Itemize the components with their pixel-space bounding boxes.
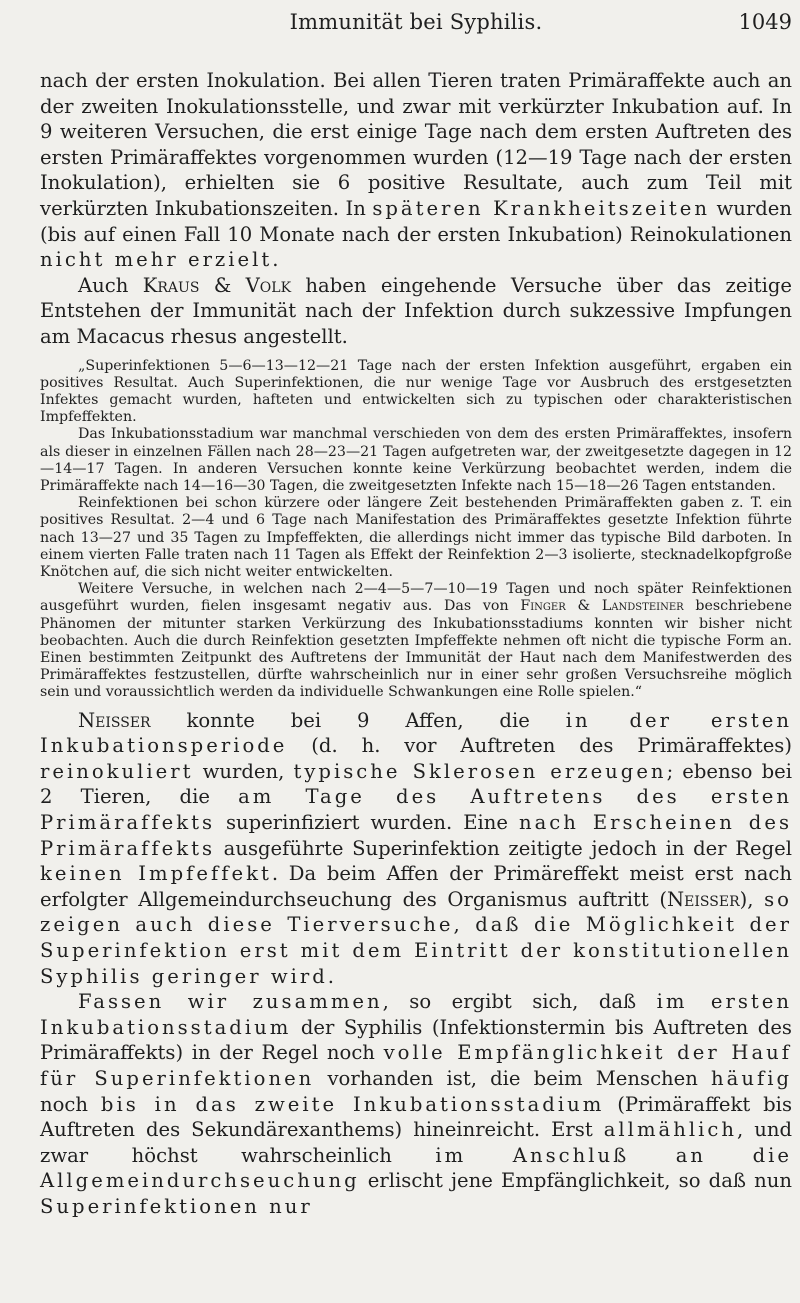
spaced-emphasis: Fassen wir zusammen: [78, 990, 383, 1014]
quote-paragraph-3: Reinfektionen bei schon kürzere oder längere Zeit bestehenden Primäraffekten gaben z. T. ein positives Resultat. 2—4 und 6 Tage nach Manifestation des Primäraffektes gesetzte Infektion führte nach 13—27 und 35 Tagen zu Impfeffekten, die allerdings nicht immer das typische Bild darboten. In einem vierten Falle traten nach 11 Tagen als Effekt der Reinfektion 2—3 isolierte, stecknadelkopfgroße Knötchen auf, die sich nicht weiter entwickelten.: [40, 495, 792, 580]
quote-paragraph-2: Das Inkubationsstadium war manchmal verschieden von dem des ersten Primäraffektes, insofern als dieser in einzelnen Fällen nach 28—23—21 Tagen aufgetreten war, der zweitgesetzte dagegen in 12—14—17 Tagen. In anderen Versuchen konnte keine Verkürzung beobachtet werden, indem die Primäraffekte nach 14—16—30 Tagen, die zweitgesetzten Infekte nach 15—18—26 Tagen entstanden.: [40, 426, 792, 494]
spaced-emphasis: so zeigen auch diese Tierversuche, daß die Möglichkeit der Superinfektion erst mit dem Eintritt der konstitutionellen Syphilis geringer wird.: [40, 887, 792, 988]
spaced-emphasis: häufig: [711, 1066, 793, 1090]
spaced-emphasis: nicht mehr erzielt.: [40, 248, 282, 272]
author-name: Landsteiner: [601, 598, 684, 615]
author-name: Kraus: [142, 273, 200, 297]
spaced-emphasis: am Tage des Auftretens des ersten Primäraffekts: [40, 785, 793, 834]
author-name: Neisser: [78, 708, 151, 732]
spaced-emphasis: in der ersten Inkubationsperiode: [40, 708, 792, 758]
spaced-emphasis: späteren Krankheitszeiten: [372, 196, 710, 220]
paragraph-neisser: Neisser konnte bei 9 Affen, die in der ersten Inkubationsperiode (d. h. vor Auftreten des Primäraffektes) reinokuliert wurden, typische Sklerosen erzeugen; ebenso bei 2 Tieren, die am Tage des Auftretens des ersten Primäraffekts superinfiziert wurden. Eine nach Erscheinen des Primäraffekts ausgeführte Superinfektion zeitigte jedoch in der Regel keinen Impfeffekt. Da beim Affen der Primäreffekt meist erst nach erfolgter Allgemeindurchseuchung des Organismus auftritt (Neisser), so zeigen auch diese Tierversuche, daß die Möglichkeit der Superinfektion erst mit dem Eintritt der konstitutionellen Syphilis geringer wird.: [40, 708, 793, 988]
quote-paragraph-4: Weitere Versuche, in welchen nach 2—4—5—7—10—19 Tagen und noch später Reinfektionen ausgeführt wurden, fielen insgesamt negativ aus. Das von Finger & Landsteiner beschriebene Phänomen der mitunter starken Verkürzung des Inkubationsstadiums konnten wir bisher nicht beobachten. Auch die durch Reinfektion gesetzten Impfeffekte nehmen oft nicht die typische Form an. Einen bestimmten Zeitpunkt des Auftretens der Immunität der Haut nach dem Manifestwerden des Primäraffektes festzustellen, dürfte wahrscheinlich nur in einer sehr großen Versuchsreihe möglich sein und voraussichtlich werden da individuelle Schwankungen eine Rolle spielen.“: [40, 581, 792, 701]
spaced-emphasis: nach Erscheinen des Primäraffekts: [40, 810, 792, 860]
page-body: [40, 68, 792, 1219]
page-header: [40, 8, 792, 44]
spaced-emphasis: allmählich: [603, 1118, 737, 1142]
paragraph-summary: Fassen wir zusammen, so ergibt sich, daß im ersten Inkubationsstadium der Syphilis (Infektionstermin bis Auftreten des Primäraffekts) in der Regel noch volle Empfänglichkeit der Hauf für Superinfektionen vorhanden ist, die beim Menschen häufig noch bis in das zweite Inkubationsstadium (Primäraffekt bis Auftreten des Sekundärexanthems) hineinreicht. Erst allmählich, und zwar höchst wahrscheinlich im Anschluß an die Allgemeindurchseuchung erlischt jene Empfänglichkeit, so daß nun Superinfektionen nur: [40, 990, 793, 1218]
spaced-emphasis: reinokuliert: [40, 759, 194, 783]
author-name: Neisser: [667, 887, 740, 911]
running-title: Immunität bei Syphilis.: [289, 10, 543, 34]
paragraph-kraus-volk: Auch Kraus & Volk haben eingehende Versuche über das zeitige Entstehen der Immunität nach der Infektion durch sukzessive Impfungen am Macacus rhesus angestellt.: [40, 273, 792, 348]
spaced-emphasis: im ersten Inkubationsstadium: [40, 990, 792, 1039]
paragraph-continuation: nach der ersten Inokulation. Bei allen Tieren traten Primäraffekte auch an der zweiten Inokulationsstelle, und zwar mit verkürzter Inkubation auf. In 9 weiteren Versuchen, die erst einige Tage nach dem ersten Auftreten des ersten Primäraffektes vorgenommen wurden (12—19 Tage nach der ersten Inokulation), erhielten sie 6 positive Resultate, auch zum Teil mit verkürzten Inkubationszeiten. In späteren Krankheitszeiten wurden (bis auf einen Fall 10 Monate nach der ersten Inkubation) Reinokulationen nicht mehr erzielt.: [40, 69, 792, 272]
spaced-emphasis: keinen Impfeffekt: [40, 862, 272, 886]
quote-paragraph-1: „Superinfektionen 5—6—13—12—21 Tage nach der ersten Infektion ausgeführt, ergaben ein positives Resultat. Auch Superinfektionen, die nur wenige Tage vor Ausbruch des erstgesetzten Infektes gemacht wurden, hafteten und entwickelten sich zu typischen oder charakteristischen Impfeffekten.: [40, 357, 792, 426]
author-name: Volk: [245, 273, 292, 297]
spaced-emphasis: Superinfektionen nur: [40, 1194, 313, 1218]
author-name: Finger: [520, 598, 566, 615]
page-number: 1049: [738, 10, 792, 34]
spaced-emphasis: volle Empfänglichkeit der Hauf für Superinfektionen: [40, 1041, 792, 1090]
spaced-emphasis: typische Sklerosen erzeugen: [293, 759, 667, 783]
spaced-emphasis: im Anschluß an die Allgemeindurchseuchung: [40, 1143, 792, 1193]
spaced-emphasis: bis in das zweite Inkubationsstadium: [100, 1092, 605, 1116]
